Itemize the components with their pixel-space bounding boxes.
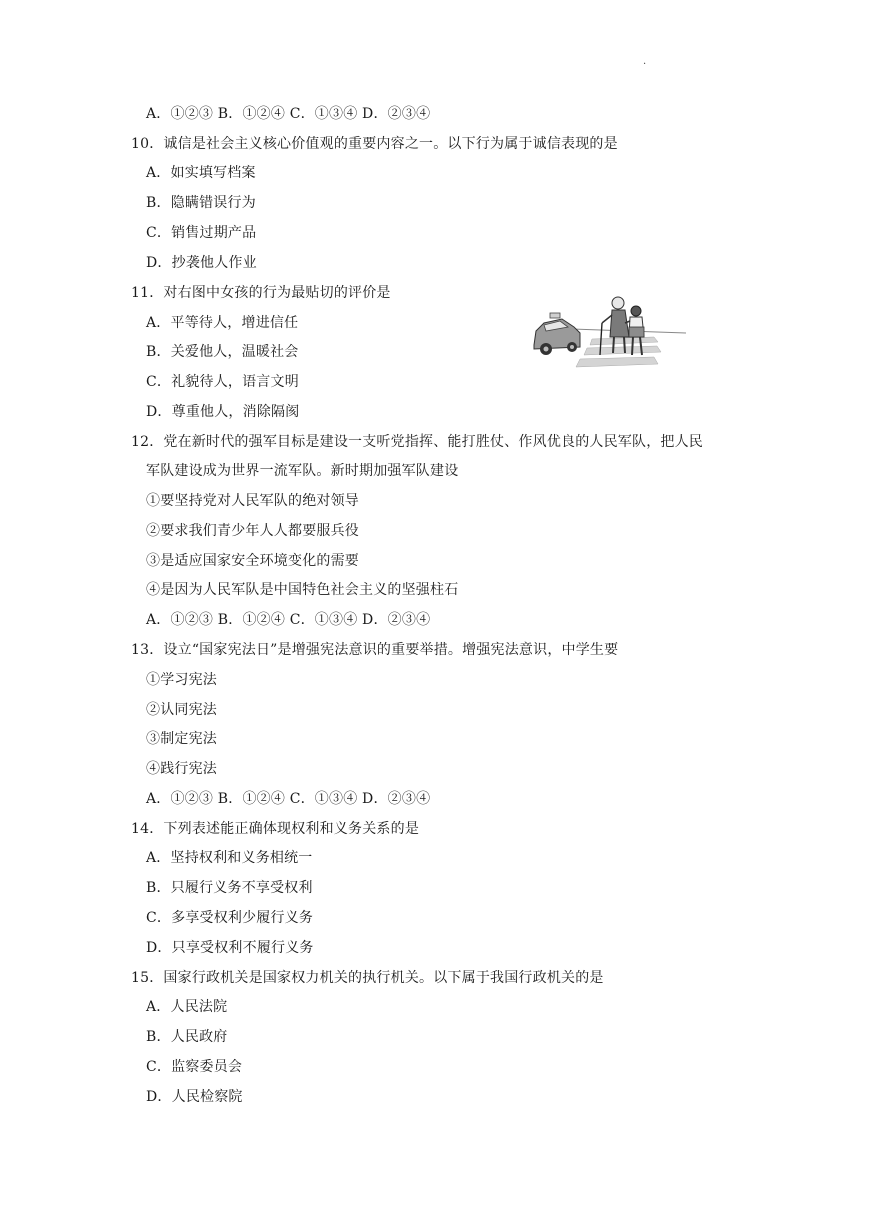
q14-option-b: B．只履行义务不享受权利 xyxy=(146,880,313,896)
q13-statement-4: ④践行宪法 xyxy=(146,761,217,777)
q10-option-c: C．销售过期产品 xyxy=(146,225,257,241)
q11-option-c: C．礼貌待人，语言文明 xyxy=(146,374,299,390)
q11-stem: 11．对右图中女孩的行为最贴切的评价是 xyxy=(131,285,391,301)
q13-statement-1: ①学习宪法 xyxy=(146,672,217,688)
crosswalk xyxy=(576,337,661,367)
q12-stem-line-2: 军队建设成为世界一流军队。新时期加强军队建设 xyxy=(146,463,459,479)
girl-helping-elderly-woman-cross-street-illustration xyxy=(532,293,688,373)
q12-statement-4: ④是因为人民军队是中国特色社会主义的坚强柱石 xyxy=(146,582,459,598)
q12-choices: A．①②③ B．①②④ C．①③④ D．②③④ xyxy=(146,612,431,628)
q14-option-d: D．只享受权利不履行义务 xyxy=(146,940,314,956)
q11-option-d: D．尊重他人，消除隔阂 xyxy=(146,404,300,420)
q14-stem: 14．下列表述能正确体现权利和义务关系的是 xyxy=(131,821,420,837)
q15-option-b: B．人民政府 xyxy=(146,1029,228,1045)
page-mark: . xyxy=(643,56,647,67)
q12-statement-2: ②要求我们青少年人人都要服兵役 xyxy=(146,523,359,539)
q11-option-a: A．平等待人，增进信任 xyxy=(146,315,299,331)
q12-statement-3: ③是适应国家安全环境变化的需要 xyxy=(146,553,359,569)
q13-choices: A．①②③ B．①②④ C．①③④ D．②③④ xyxy=(146,791,431,807)
q15-stem: 15．国家行政机关是国家权力机关的执行机关。以下属于我国行政机关的是 xyxy=(131,970,604,986)
q10-option-a: A．如实填写档案 xyxy=(146,165,256,181)
q10-option-d: D．抄袭他人作业 xyxy=(146,255,257,271)
elderly-woman xyxy=(600,297,629,355)
q10-stem: 10．诚信是社会主义核心价值观的重要内容之一。以下行为属于诚信表现的是 xyxy=(131,136,618,152)
q13-statement-2: ②认同宪法 xyxy=(146,702,217,718)
q10-option-b: B．隐瞒错误行为 xyxy=(146,195,256,211)
q15-option-c: C．监察委员会 xyxy=(146,1059,243,1075)
q14-option-a: A．坚持权利和义务相统一 xyxy=(146,850,313,866)
q15-option-d: D．人民检察院 xyxy=(146,1089,243,1105)
q14-option-c: C．多享受权利少履行义务 xyxy=(146,910,314,926)
q13-stem: 13．设立“国家宪法日”是增强宪法意识的重要举措。增强宪法意识，中学生要 xyxy=(131,642,619,658)
q12-stem-line-1: 12．党在新时代的强军目标是建设一支听党指挥、能打胜仗、作风优良的人民军队，把人民 xyxy=(131,434,704,450)
q13-statement-3: ③制定宪法 xyxy=(146,731,217,747)
q11-option-b: B．关爱他人，温暖社会 xyxy=(146,344,299,360)
q12-statement-1: ①要坚持党对人民军队的绝对领导 xyxy=(146,493,359,509)
q9-choices: A．①②③ B．①②④ C．①③④ D．②③④ xyxy=(146,106,431,122)
q15-option-a: A．人民法院 xyxy=(146,999,228,1015)
car xyxy=(534,313,580,355)
